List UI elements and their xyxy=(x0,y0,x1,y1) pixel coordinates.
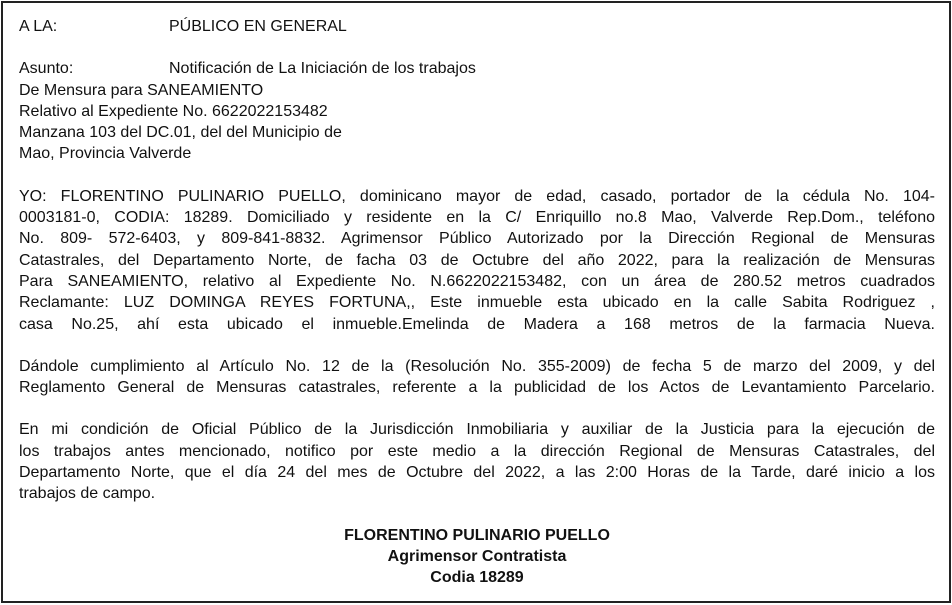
notification-paragraph xyxy=(19,419,935,504)
paragraph-line: Dándole cumplimiento al Artículo No. 12 de la (Resolución No. 355-2009) de fecha 5 de marzo del 2009, y del xyxy=(19,357,935,375)
paragraph-line: Departamento Norte, que el día 24 del mes de Octubre del 2022, a las 2:00 Horas de la Tarde, daré inicio a los xyxy=(19,464,935,482)
declaration-paragraph xyxy=(19,186,935,335)
paragraph-line: En mi condición de Oficial Público de la Jurisdicción Inmobiliaria y auxiliar de la Justicia para la ejecución de xyxy=(19,421,935,439)
subject-row xyxy=(19,58,935,79)
paragraph-line: Catastrales, del Departamento Norte, de facha 03 de Octubre del año 2022, para la realización de Mensuras xyxy=(19,251,935,269)
addressee-value: PÚBLICO EN GENERAL xyxy=(169,18,347,35)
compliance-paragraph xyxy=(19,356,935,399)
addressee-label: A LA: xyxy=(19,18,58,35)
signer-codia: Codia 18289 xyxy=(430,569,524,587)
subject-label: Asunto: xyxy=(19,60,74,78)
signer-name: FLORENTINO PULINARIO PUELLO xyxy=(344,526,610,544)
subject-line: Relativo al Expediente No. 6622022153482 xyxy=(19,102,328,120)
subject-line: Mao, Provincia Valverde xyxy=(19,145,192,163)
subject-line: De Mensura para SANEAMIENTO xyxy=(19,81,264,99)
paragraph-line: casa No.25, ahí esta ubicado el inmueble.Emelinda de Madera a 168 metros de la farmacia Nueva. xyxy=(19,315,935,333)
paragraph-line: los trabajos antes mencionado, notifico por este medio a la dirección Regional de Mensuras Catastrales, del xyxy=(19,442,935,460)
paragraph-line: trabajos de campo. xyxy=(19,485,156,503)
public-notice xyxy=(1,1,951,603)
paragraph-line: 0003181-0, CODIA: 18289. Domiciliado y residente en la C/ Enriquillo no.8 Mao, Valverde Rep.Dom., teléfono xyxy=(19,209,935,227)
paragraph-line: YO: FLORENTINO PULINARIO PUELLO, dominicano mayor de edad, casado, portador de la cédula No. 104- xyxy=(19,187,935,205)
paragraph-line: Reclamante: LUZ DOMINGA REYES FORTUNA,, Este inmueble esta ubicado en la calle Sabita Rodriguez , xyxy=(19,294,935,312)
subject-value: Notificación de La Iniciación de los trabajos xyxy=(169,60,476,78)
paragraph-line: No. 809- 572-6403, y 809-841-8832. Agrimensor Público Autorizado por la Dirección Regional de Mensuras xyxy=(19,230,935,248)
paragraph-line: Para SANEAMIENTO, relativo al Expediente No. N.6622022153482, con un área de 280.52 metros cuadrados xyxy=(19,272,935,290)
subject-line: Manzana 103 del DC.01, del del Municipio de xyxy=(19,124,342,142)
paragraph-line: Reglamento General de Mensuras catastrales, referente a la publicidad de los Actos de Levantamiento Parcelario. xyxy=(19,379,935,397)
addressee-row xyxy=(19,16,935,37)
signer-title: Agrimensor Contratista xyxy=(387,547,567,565)
signature-block xyxy=(19,525,935,589)
